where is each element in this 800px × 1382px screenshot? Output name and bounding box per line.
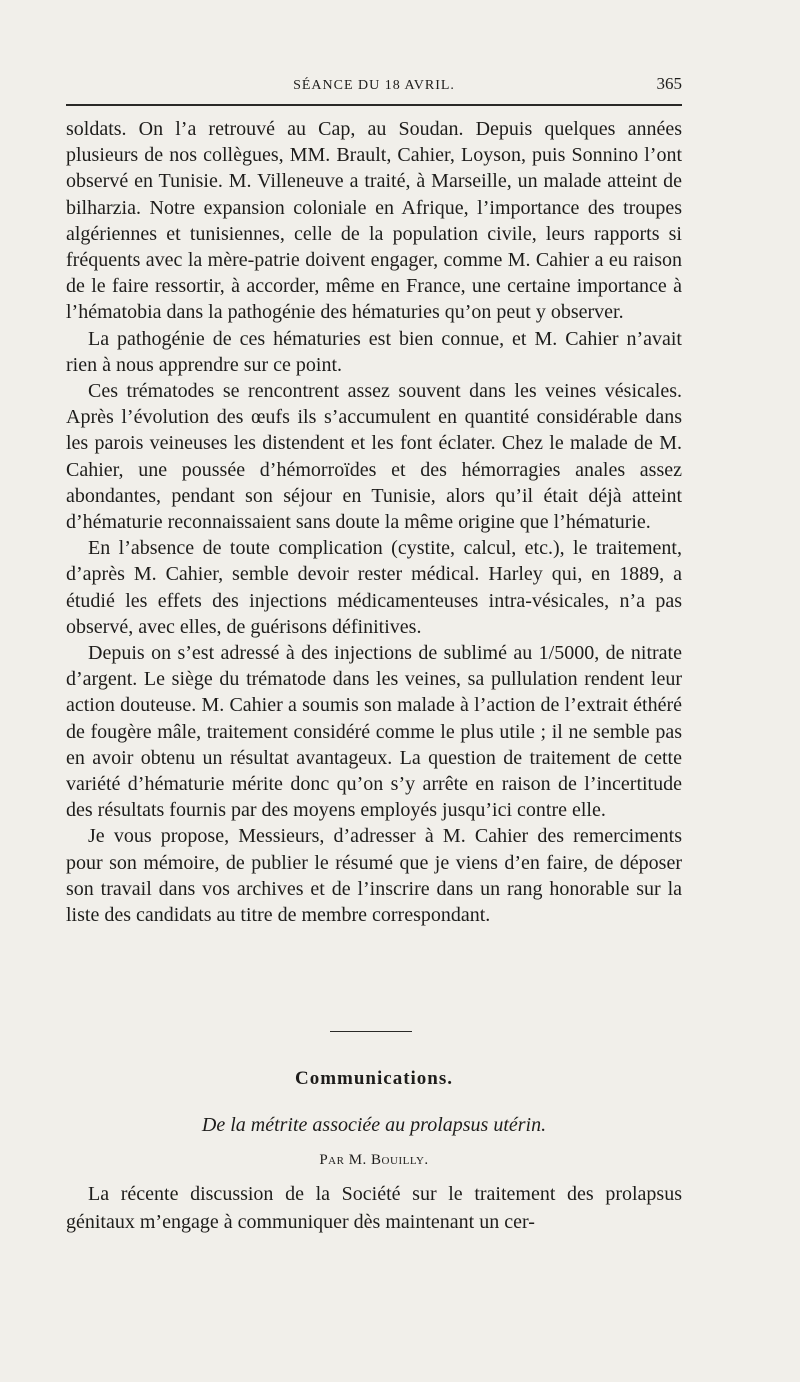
- section-separator: [330, 1031, 412, 1032]
- paragraph-3: Ces trématodes se rencontrent assez souvent dans les veines vésicales. Après l’évolution des œufs ils s’accumulent en quantité considérable dans les parois veineuses les distendent et les font éclater. Chez le malade de M. Cahier, une poussée d’hémorroïdes et des hémorragies anales assez abondantes, pendant son séjour en Tunisie, alors qu’il était déjà atteint d’hématurie reconnaissaient sans doute la même origine que l’hématurie.: [66, 380, 682, 534]
- section-heading: Communications.: [294, 1068, 454, 1089]
- article-title: De la métrite associée au prolapsus utérin.: [201, 1114, 547, 1136]
- paragraph-5: Depuis on s’est adressé à des injections de sublimé au 1/5000, de nitrate d’argent. Le siège du trématode dans les veines, sa pullulation rendent leur action douteuse. M. Cahier a soumis son malade à l’action de l’extrait éthéré de fougère mâle, traitement considéré comme le plus utile ; il ne semble pas en avoir obtenu un résultat avantageux. La question de traitement de cette variété d’hématurie mérite donc qu’on s’y arrête en raison de l’incertitude des résultats fournis par des moyens employés jusqu’ici contre elle.: [66, 642, 682, 822]
- page-number: 365: [656, 74, 682, 93]
- article-byline: Par M. Bouilly.: [319, 1152, 429, 1168]
- paragraph-4: En l’absence de toute complication (cystite, calcul, etc.), le traitement, d’après M. Cahier, semble devoir rester médical. Harley qui, en 1889, a étudié les effets des injections médicamenteuses intra-vésicales, n’a pas observé, avec elles, de guérisons définitives.: [66, 537, 682, 638]
- header-rule: [66, 104, 682, 106]
- page-header: [66, 70, 682, 100]
- body-text: [66, 116, 682, 928]
- article-first-paragraph: La récente discussion de la Société sur le traitement des prolapsus génitaux m’engage à communiquer dès maintenant un cer-: [66, 1183, 682, 1233]
- paragraph-1: soldats. On l’a retrouvé au Cap, au Soudan. Depuis quelques années plusieurs de nos collègues, MM. Brault, Cahier, Loyson, puis Sonnino l’ont observé en Tunisie. M. Villeneuve a traité, à Marseille, un malade atteint de bilharzia. Notre expansion coloniale en Afrique, l’importance des troupes algériennes et tunisiennes, celle de la population civile, leurs rapports si fréquents avec la mère-patrie doivent engager, comme M. Cahier a eu raison de le faire ressortir, à accorder, même en France, une certaine importance à l’hématobia dans la pathogénie des hématuries qu’on peut y observer.: [66, 118, 682, 324]
- running-title: SÉANCE DU 18 AVRIL.: [293, 78, 455, 93]
- paragraph-6: Je vous propose, Messieurs, d’adresser à M. Cahier des remerciments pour son mémoire, de publier le résumé que je viens d’en faire, de déposer son travail dans vos archives et de l’inscrire dans un rang honorable sur la liste des candidats au titre de membre correspondant.: [66, 825, 682, 927]
- article-body: [66, 1180, 682, 1236]
- paragraph-2: La pathogénie de ces hématuries est bien connue, et M. Cahier n’avait rien à nous apprendre sur ce point.: [66, 327, 682, 376]
